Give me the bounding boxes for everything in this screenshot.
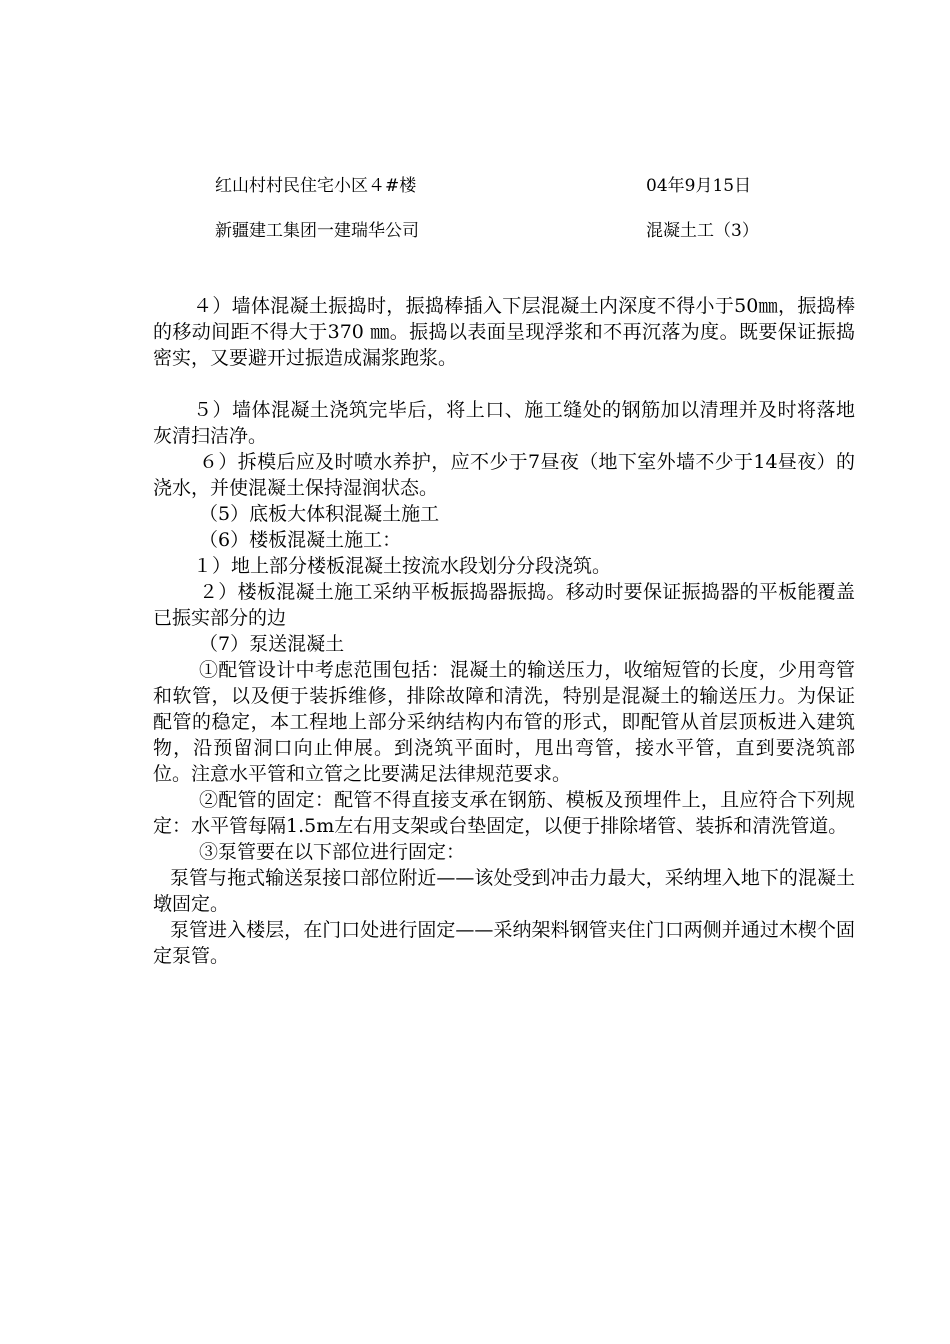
paragraph-6-1: １）地上部分楼板混凝土按流水段划分分段浇筑。 <box>193 555 612 577</box>
header-date: 04年9月15日 <box>646 176 752 196</box>
paragraph-2: ５）墙体混凝土浇筑完毕后，将上口、施工缝处的钢筋加以清理并及时将落地灰清扫洁净。 <box>153 399 855 447</box>
heading-5: （5）底板大体积混凝土施工 <box>199 503 440 525</box>
paragraph-6-2: ２）楼板混凝土施工采纳平板振捣器振捣。移动时要保证振捣器的平板能覆盖已振实部分的边 <box>153 581 855 629</box>
heading-7: （7）泵送混凝土 <box>199 633 345 655</box>
paragraph-7-3-a: 泵管与拖式输送泵接口部位附近——该处受到冲击力最大，采纳埋入地下的混凝土墩固定。 <box>153 867 855 915</box>
paragraph-7-3-b: 泵管进入楼层，在门口处进行固定——采纳架料钢管夹住门口两侧并通过木楔个固定泵管。 <box>153 919 855 967</box>
paragraph-1: ４）墙体混凝土振捣时，振捣棒插入下层混凝土内深度不得小于50㎜，振捣棒的移动间距不得大于370 ㎜。振捣以表面呈现浮浆和不再沉落为度。既要保证振捣密实，又要避开过振造成漏浆跑浆。 <box>153 295 855 369</box>
paragraph-7-2: ②配管的固定：配管不得直接支承在钢筋、模板及预埋件上，且应符合下列规定：水平管每隔1.5m左右用支架或台垫固定，以便于排除堵管、装拆和清洗管道。 <box>153 789 855 837</box>
paragraph-7-3: ③泵管要在以下部位进行固定： <box>199 841 466 863</box>
header-section: 混凝土工（3） <box>646 221 759 241</box>
header-company: 新疆建工集团一建瑞华公司 <box>215 221 419 241</box>
paragraph-7-1: ①配管设计中考虑范围包括：混凝土的输送压力，收缩短管的长度，少用弯管和软管，以及便于装拆维修，排除故障和清洗，特别是混凝土的输送压力。为保证配管的稳定，本工程地上部分采纳结构内布管的形式，即配管从首层顶板进入建筑物，沿预留洞口向止伸展。到浇筑平面时，甩出弯管，接水平管，直到要浇筑部位。注意水平管和立管之比要满足法律规范要求。 <box>153 659 855 785</box>
heading-6: （6）楼板混凝土施工： <box>199 529 402 551</box>
header-project: 红山村村民住宅小区４#楼 <box>215 176 417 196</box>
paragraph-3: ６）拆模后应及时喷水养护，应不少于7昼夜（地下室外墙不少于14昼夜）的浇水，并使混凝土保持湿润状态。 <box>153 451 855 499</box>
body-text <box>153 293 855 969</box>
